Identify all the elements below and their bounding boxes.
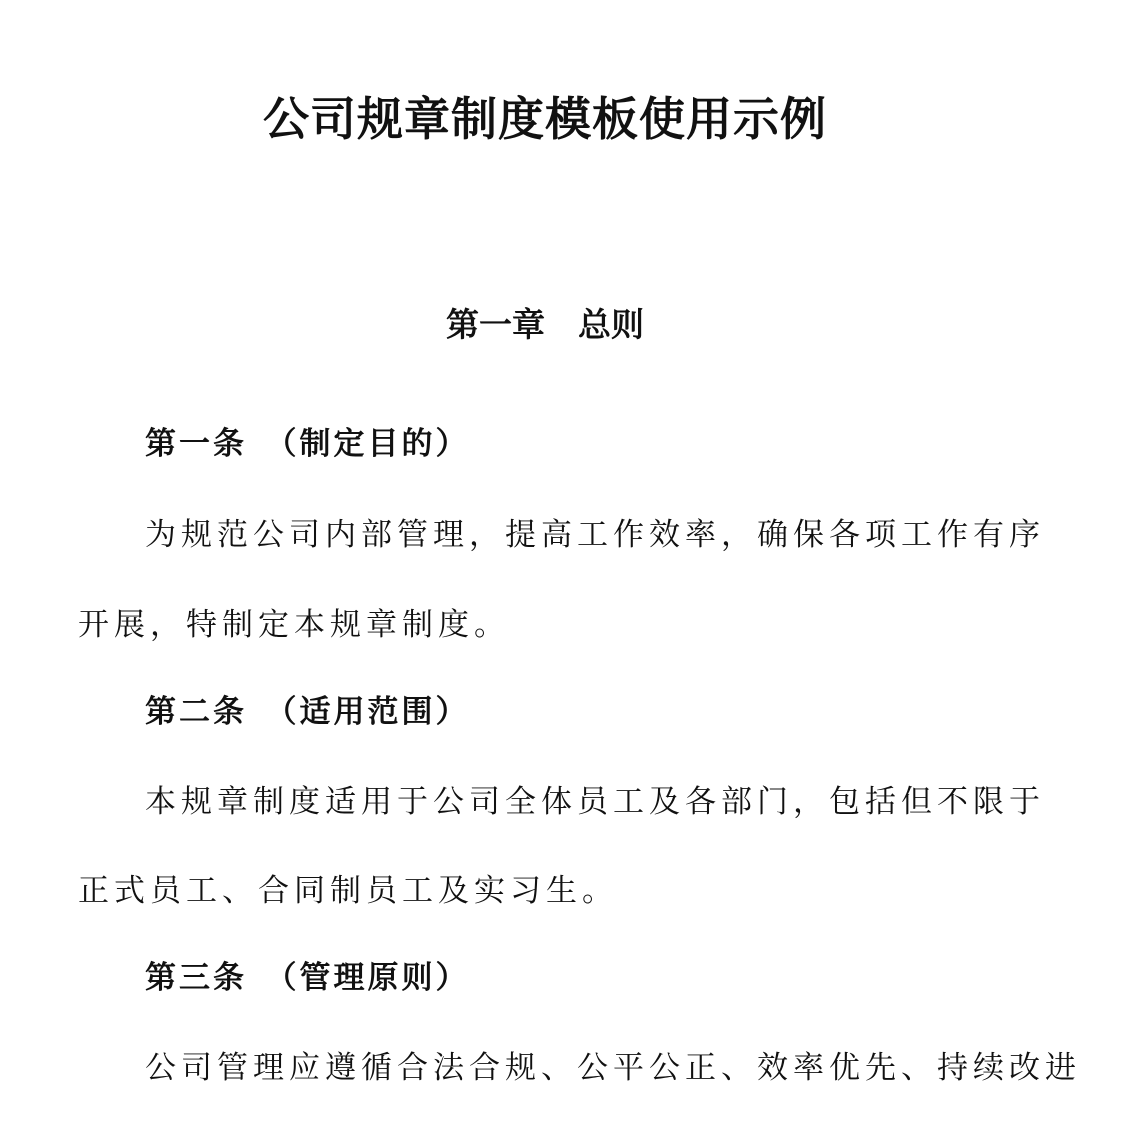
document-title: 公司规章制度模板使用示例: [263, 92, 827, 146]
paragraph-line: 正式员工、合同制员工及实习生。: [78, 873, 618, 909]
article-heading: 第一条 （制定目的）: [145, 426, 470, 462]
paragraph-line: 本规章制度适用于公司全体员工及各部门，包括但不限于: [145, 784, 1045, 820]
paragraph-line: 开展，特制定本规章制度。: [78, 607, 510, 643]
article-heading: 第三条 （管理原则）: [145, 960, 470, 996]
paragraph-line: 公司管理应遵循合法合规、公平公正、效率优先、持续改进: [145, 1050, 1081, 1086]
paragraph-line: 为规范公司内部管理，提高工作效率，确保各项工作有序: [145, 517, 1045, 553]
chapter-heading: 第一章 总则: [446, 305, 644, 344]
article-heading: 第二条 （适用范围）: [145, 694, 470, 730]
